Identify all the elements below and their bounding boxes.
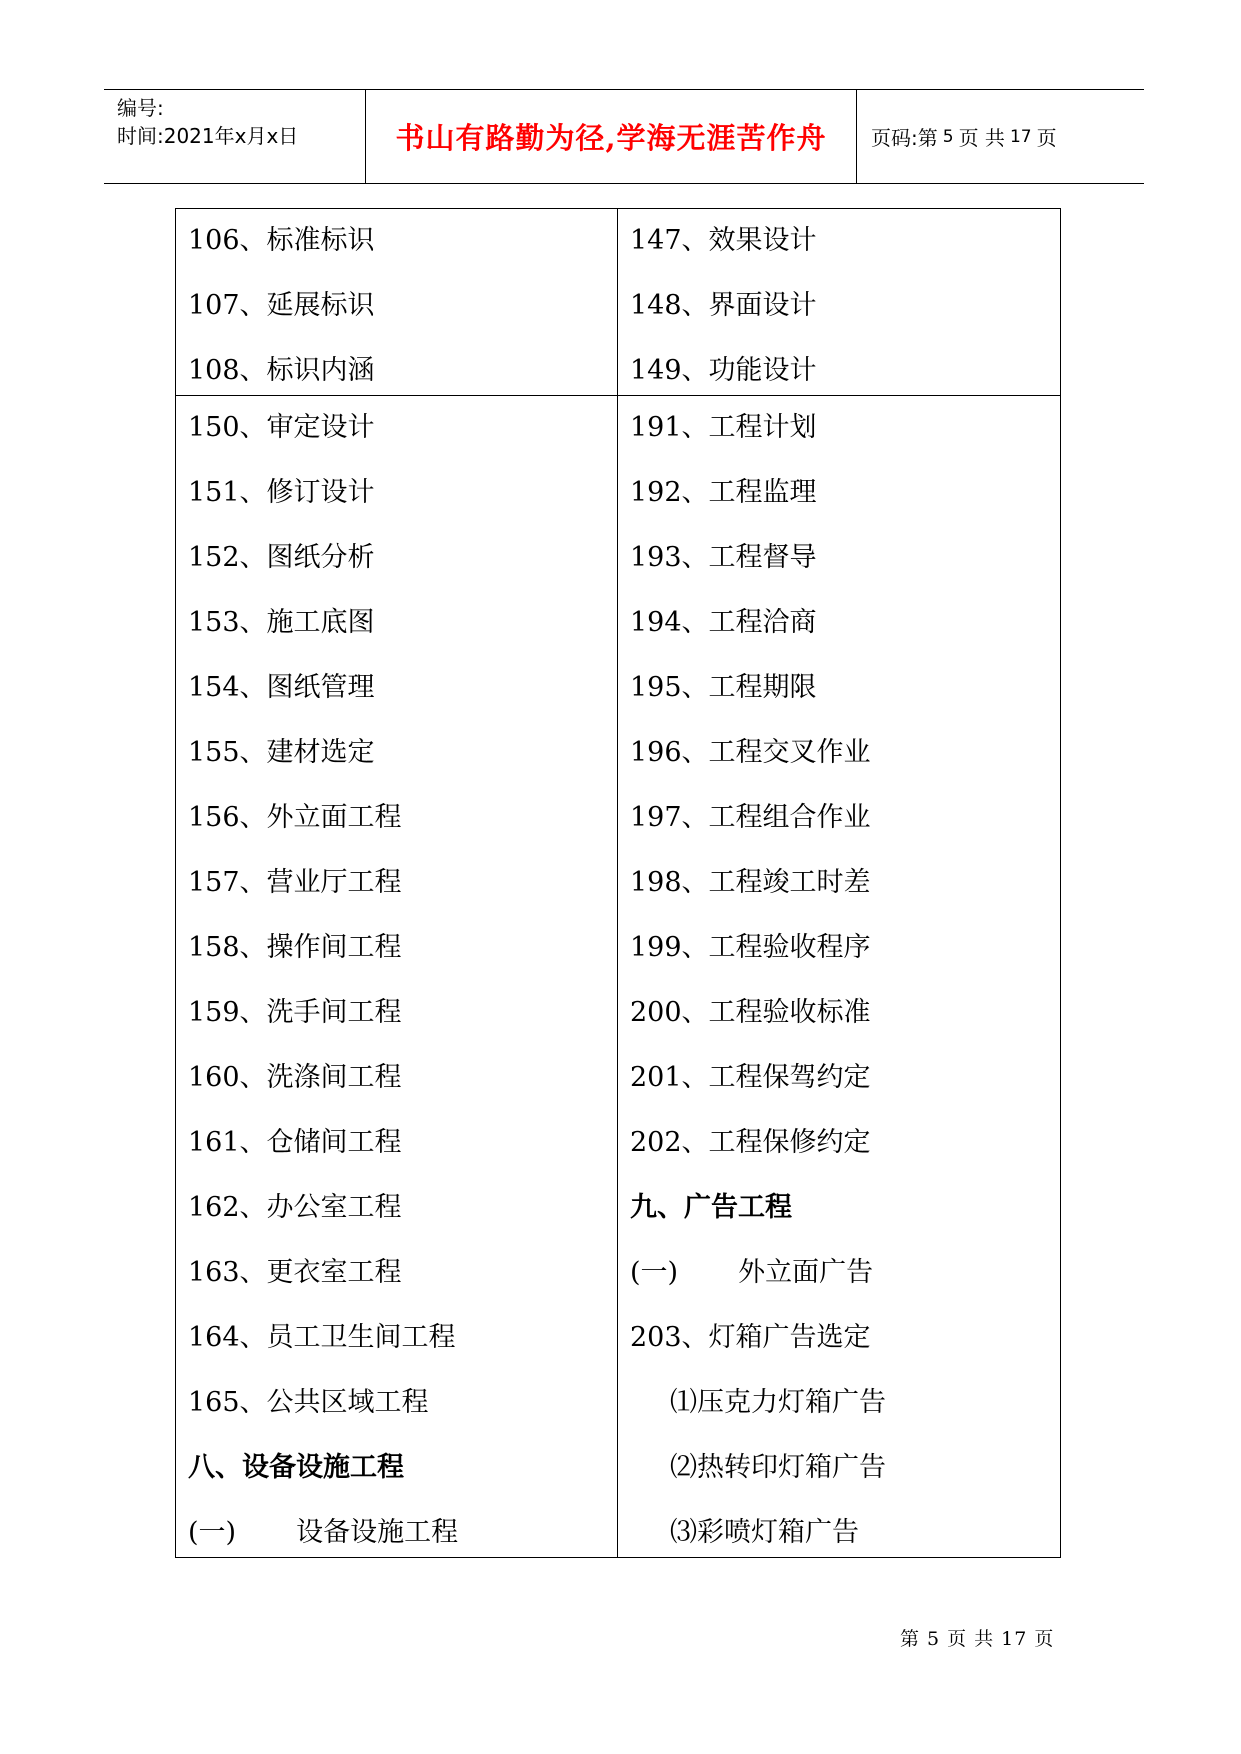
- section-heading: 八、设备设施工程: [188, 1452, 404, 1483]
- list-item: 163、更衣室工程: [188, 1257, 402, 1288]
- list-item: 156、外立面工程: [188, 802, 402, 833]
- header-meta: [104, 90, 366, 183]
- content-table: [175, 208, 1061, 1558]
- footer-suffix: 页: [1034, 1628, 1055, 1650]
- list-item: 201、工程保驾约定: [630, 1062, 871, 1093]
- header-page-prefix: 页码:第: [871, 126, 938, 150]
- list-item: 191、工程计划: [630, 412, 817, 443]
- list-item: 192、工程监理: [630, 477, 817, 508]
- list-item: 158、操作间工程: [188, 932, 402, 963]
- page-footer: [900, 1624, 1054, 1651]
- footer-mid: 页 共: [947, 1628, 995, 1650]
- list-item: 162、办公室工程: [188, 1192, 402, 1223]
- table-cell-right: [618, 396, 1060, 1557]
- document-number-label: 编号:: [117, 96, 164, 120]
- list-item: 154、图纸管理: [188, 672, 375, 703]
- footer-page-number: 5: [927, 1628, 941, 1650]
- subsection-heading: [188, 1511, 617, 1557]
- list-item: 195、工程期限: [630, 672, 817, 703]
- list-item: 151、修订设计: [188, 477, 375, 508]
- subsection-number: (一): [630, 1257, 679, 1288]
- subsection-heading: [630, 1251, 1060, 1316]
- document-time: 时间:2021年x月x日: [117, 124, 299, 148]
- subsection-title: 设备设施工程: [296, 1517, 459, 1548]
- footer-page-total: 17: [1001, 1628, 1028, 1650]
- table-cell-left: [176, 209, 618, 395]
- list-item: 193、工程督导: [630, 542, 817, 573]
- table-cell-left: [176, 396, 618, 1557]
- header-page-number: 5: [942, 126, 954, 147]
- list-item: 164、员工卫生间工程: [188, 1322, 456, 1353]
- list-item: 159、洗手间工程: [188, 997, 402, 1028]
- subsection-number: (一): [188, 1517, 237, 1548]
- list-item: 150、审定设计: [188, 412, 375, 443]
- header-page-suffix: 页: [1036, 126, 1057, 150]
- list-item: 147、效果设计: [630, 225, 817, 256]
- list-subitem: ⑶彩喷灯箱广告: [670, 1517, 859, 1548]
- list-item: 198、工程竣工时差: [630, 867, 871, 898]
- list-item: 149、功能设计: [630, 355, 817, 386]
- header-motto: 书山有路勤为径,学海无涯苦作舟: [366, 90, 857, 183]
- list-item: 200、工程验收标准: [630, 997, 871, 1028]
- list-subitem: ⑴压克力灯箱广告: [670, 1387, 886, 1418]
- list-item: 108、标识内涵: [188, 355, 375, 386]
- list-item: 197、工程组合作业: [630, 802, 871, 833]
- list-item: 202、工程保修约定: [630, 1127, 871, 1158]
- list-subitem: ⑵热转印灯箱广告: [670, 1452, 886, 1483]
- list-item: 196、工程交叉作业: [630, 737, 871, 768]
- list-item: 155、建材选定: [188, 737, 375, 768]
- list-item: 199、工程验收程序: [630, 932, 871, 963]
- list-item: 106、标准标识: [188, 225, 375, 256]
- list-item: 148、界面设计: [630, 290, 817, 321]
- header-page-mid: 页 共: [958, 126, 1005, 150]
- page-header: [104, 89, 1144, 184]
- footer-prefix: 第: [900, 1628, 921, 1650]
- list-item: 160、洗涤间工程: [188, 1062, 402, 1093]
- list-item: 161、仓储间工程: [188, 1127, 402, 1158]
- list-item: 152、图纸分析: [188, 542, 375, 573]
- table-cell-right: [618, 209, 1060, 395]
- list-item: 107、延展标识: [188, 290, 375, 321]
- table-row: [176, 395, 1060, 1557]
- list-item: 194、工程洽商: [630, 607, 817, 638]
- table-row: [176, 209, 1060, 395]
- subsection-title: 外立面广告: [738, 1257, 874, 1288]
- section-heading: 九、广告工程: [630, 1192, 792, 1223]
- list-item: 203、灯箱广告选定: [630, 1322, 871, 1353]
- header-page-total: 17: [1009, 126, 1032, 147]
- list-item: 157、营业厅工程: [188, 867, 402, 898]
- list-item: 153、施工底图: [188, 607, 375, 638]
- list-item: 165、公共区域工程: [188, 1387, 429, 1418]
- header-page-indicator: [857, 90, 1144, 183]
